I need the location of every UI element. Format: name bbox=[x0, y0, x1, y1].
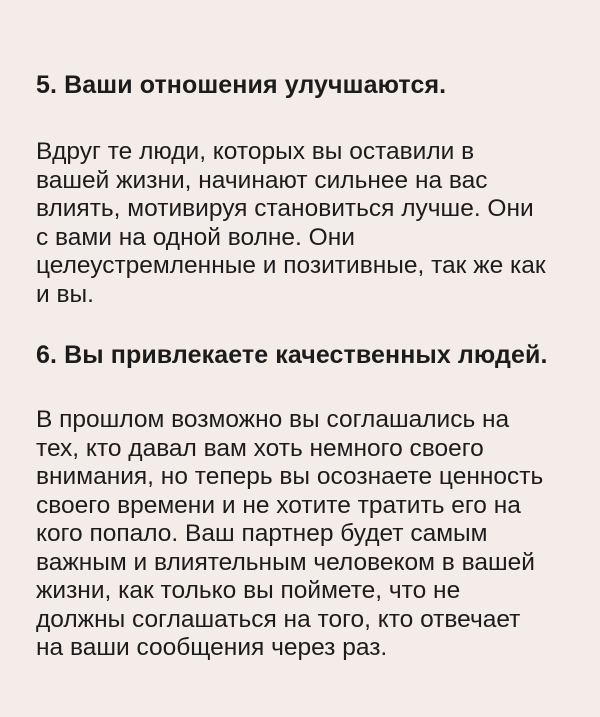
section-paragraph: Вдруг те люди, которых вы оставили в вашей жизни, начинают сильнее на вас влиять, мотивируя становиться лучше. Они с вами на одной волне. Они целеустремленные и позитивные, так же как и вы. bbox=[36, 138, 546, 308]
section-heading: 6. Вы привлекаете качественных людей. bbox=[36, 341, 548, 369]
section-heading: 5. Ваши отношения улучшаются. bbox=[36, 71, 447, 99]
section-paragraph: В прошлом возможно вы соглашались на тех, кто давал вам хоть немного своего внимания, но теперь вы осознаете ценность своего времени и не хотите тратить его на кого попало. Ваш партнер будет самым важным и влиятельным человеком в вашей жизни, как только вы поймете, что не должны соглашаться на того, кто отвечает на ваши сообщения через раз. bbox=[36, 406, 544, 661]
